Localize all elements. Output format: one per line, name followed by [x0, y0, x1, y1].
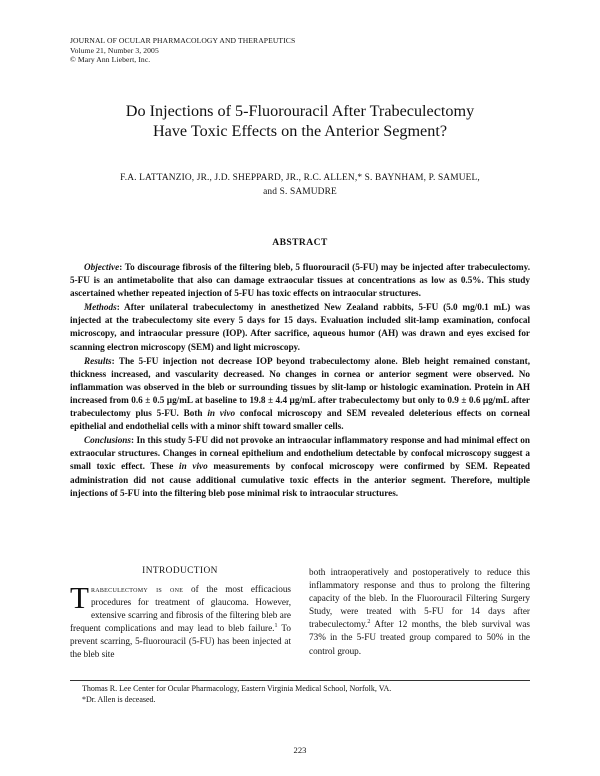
author-list — [70, 171, 530, 199]
results-label: Results — [84, 355, 112, 366]
results-text-2: confocal microscopy and SEM revealed deleterious effects on corneal epithelial and endothelial cells with a minor shift toward smaller cells. — [70, 408, 530, 432]
methods-label: Methods — [84, 302, 117, 313]
intro-right-text-1: both intraoperatively and postoperatively to reduce this inflammatory response and thus to prolong the filtering capacity of the bleb. In the Fluorouracil Filtering Surgery Study, were treated with 5-FU for 14 days after trabeculectomy. — [309, 567, 530, 630]
introduction-left-column — [70, 580, 291, 662]
conclusions-label: Conclusions — [84, 435, 131, 446]
intro-left-text-2: To prevent scarring, 5-fluorouracil (5-FU) has been injected at the bleb site — [70, 623, 291, 660]
conclusions-text-1: : In this study 5-FU did not provoke an intraocular inflammatory response and had minimal effect on extraocular structures. Changes in corneal epithelium and endothelium detectable by confocal microscopy suggest a small toxic effect. These — [70, 435, 530, 472]
article-title — [60, 101, 540, 141]
footnote-divider — [70, 680, 530, 681]
drop-cap: T — [70, 580, 89, 615]
journal-header — [70, 36, 295, 65]
objective-text: : To discourage fibrosis of the filtering bleb, 5 fluorouracil (5-FU) may be injected after trabeculectomy. 5-FU is an antimetabolite that also can damage extraocular tissues at concentrations as low as 0.5%. This study ascertained whether repeated injection of 5-FU has toxic effects on intraocular structures. — [70, 262, 530, 299]
introduction-heading: INTRODUCTION — [142, 566, 218, 576]
intro-smallcaps: rabeculectomy is one — [90, 584, 184, 594]
methods-text: : After unilateral trabeculectomy in anesthetized New Zealand rabbits, 5-FU (5.0 mg/0.1 mL) was injected at the trabeculectomy site every 5 days for 15 days. Evaluation included slit-lamp examination, confocal microscopy, and intraocular pressure (IOP). After sacrifice, aqueous humor (AH) was drawn and eyes excised for scanning electron microscopy (SEM) and light microscopy. — [70, 302, 530, 352]
title-line-2: Have Toxic Effects on the Anterior Segment? — [152, 122, 448, 140]
abstract-results — [70, 355, 530, 434]
results-italic: in vivo — [207, 408, 236, 419]
conclusions-text-2: measurements by confocal microscopy were confirmed by SEM. Repeated administration did not cause additional cumulative toxic effects in the anterior segment. Therefore, multiple injections of 5-FU into the filtering bleb pose minimal risk to intraocular structures. — [70, 461, 530, 498]
page-number: 223 — [293, 745, 307, 755]
intro-right-text-2: After 12 months, the bleb survival was 73% in the 5-FU treated group compared to 50% in the control group. — [309, 619, 530, 656]
abstract-heading: ABSTRACT — [272, 237, 328, 248]
affiliation-footnote: Thomas R. Lee Center for Ocular Pharmacology, Eastern Virginia Medical School, Norfolk, VA. — [82, 684, 392, 693]
results-text-1: : The 5-FU injection not decrease IOP beyond trabeculectomy alone. Bleb height remained constant, thickness increased, and vascularity decreased. No changes in cornea or anterior segment were observed. No inflammation was observed in the bleb or surrounding tissues by slit-lamp or histologic examination. Protein in AH increased from 0.6 ± 0.5 µg/mL at baseline to 19.8 ± 4.4 µg/mL after trabeculectomy but only to 0.9 ± 0.6 µg/mL after trabeculectomy plus 5-FU. Both — [70, 355, 530, 419]
conclusions-italic: in vivo — [179, 461, 208, 472]
title-line-1: Do Injections of 5-Fluorouracil After Trabeculectomy — [125, 102, 475, 120]
reference-1: 1 — [274, 623, 278, 630]
journal-volume: Volume 21, Number 3, 2005 — [70, 45, 159, 55]
reference-2: 2 — [367, 619, 371, 626]
abstract-objective — [70, 261, 530, 300]
abstract-conclusions — [70, 434, 530, 499]
objective-label: Objective — [84, 262, 120, 272]
authors-line-1: F.A. LATTANZIO, JR., J.D. SHEPPARD, JR., R.C. ALLEN,* S. BAYNHAM, P. SAMUEL, — [120, 173, 480, 183]
journal-copyright: © Mary Ann Liebert, Inc. — [70, 55, 151, 65]
abstract-body — [70, 261, 530, 501]
footnotes — [82, 683, 391, 705]
authors-line-2: and S. SAMUDRE — [263, 187, 337, 197]
journal-name: JOURNAL OF OCULAR PHARMACOLOGY AND THERAPEUTICS — [70, 36, 296, 45]
intro-left-text-1: of the most efficacious procedures for treatment of glaucoma. However, extensive scarring and fibrosis of the filtering bleb are frequent complications and may lead to bleb failure. — [70, 584, 291, 634]
introduction-right-column — [309, 566, 530, 658]
abstract-methods — [70, 301, 530, 353]
deceased-footnote: *Dr. Allen is deceased. — [82, 695, 156, 704]
